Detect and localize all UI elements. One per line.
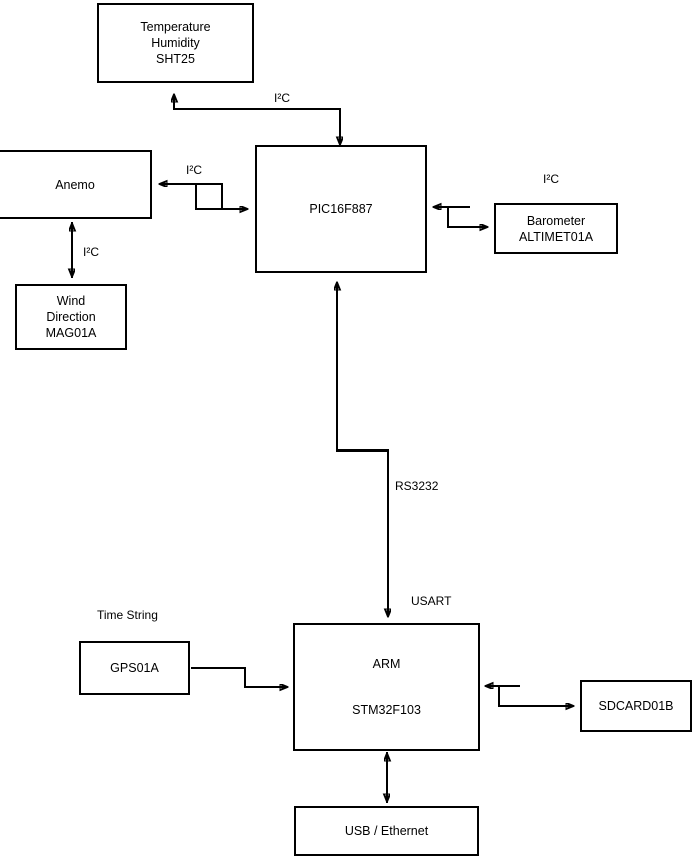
node-gps01a[interactable] <box>79 641 190 695</box>
edge-label-i2c-mag01a: I²C <box>83 245 99 259</box>
edge-label-i2c-anemo: I²C <box>186 163 202 177</box>
node-mag01a[interactable] <box>15 284 127 350</box>
node-sdcard01b[interactable] <box>580 680 692 732</box>
node-barometer-line-2: ALTIMET01A <box>518 229 594 244</box>
node-pic16f887[interactable] <box>255 145 427 273</box>
node-sht25[interactable] <box>97 3 254 83</box>
node-sht25-line-3: SHT25 <box>156 52 195 66</box>
wire-pic-to-arm <box>337 284 388 616</box>
node-arm-line-2: STM32F103 <box>352 703 421 718</box>
wire-gps-to-arm <box>191 668 287 687</box>
node-pic16f887-line-1: PIC16F887 <box>309 202 373 216</box>
node-gps01a-line-1: GPS01A <box>110 661 159 675</box>
node-sht25-line-2: Humidity <box>151 36 200 50</box>
wire-arm-to-pic <box>337 283 388 614</box>
node-usb-ethernet[interactable] <box>294 806 479 856</box>
wire-pic-to-barometer <box>448 207 487 227</box>
edge-label-i2c-sht25: I²C <box>274 91 290 105</box>
edge-label-i2c-barometer: I²C <box>543 172 559 186</box>
edge-label-usart: USART <box>411 594 452 608</box>
node-barometer[interactable] <box>494 203 618 254</box>
edge-label-time-string: Time String <box>97 608 158 622</box>
node-mag01a-line-3: MAG01A <box>45 326 97 340</box>
node-anemo-line-1: Anemo <box>55 177 95 192</box>
node-mag01a-line-1: Wind <box>56 294 86 308</box>
wire-pic-to-anemo <box>160 184 222 209</box>
node-usb-ethernet-line-1: USB / Ethernet <box>344 824 429 838</box>
node-sht25-line-1: Temperature <box>140 20 211 34</box>
node-arm-line-1: ARM <box>372 656 401 671</box>
node-sdcard01b-line-1: SDCARD01B <box>598 699 674 713</box>
edge-label-rs3232: RS3232 <box>395 479 439 493</box>
node-anemo[interactable] <box>0 150 152 219</box>
node-mag01a-line-2: Direction <box>46 310 96 324</box>
node-barometer-line-1: Barometer <box>526 213 586 228</box>
wire-pic-to-sht25 <box>174 95 340 142</box>
node-arm-stm32f103[interactable] <box>293 623 480 751</box>
wire-arm-to-sdcard <box>499 686 573 706</box>
